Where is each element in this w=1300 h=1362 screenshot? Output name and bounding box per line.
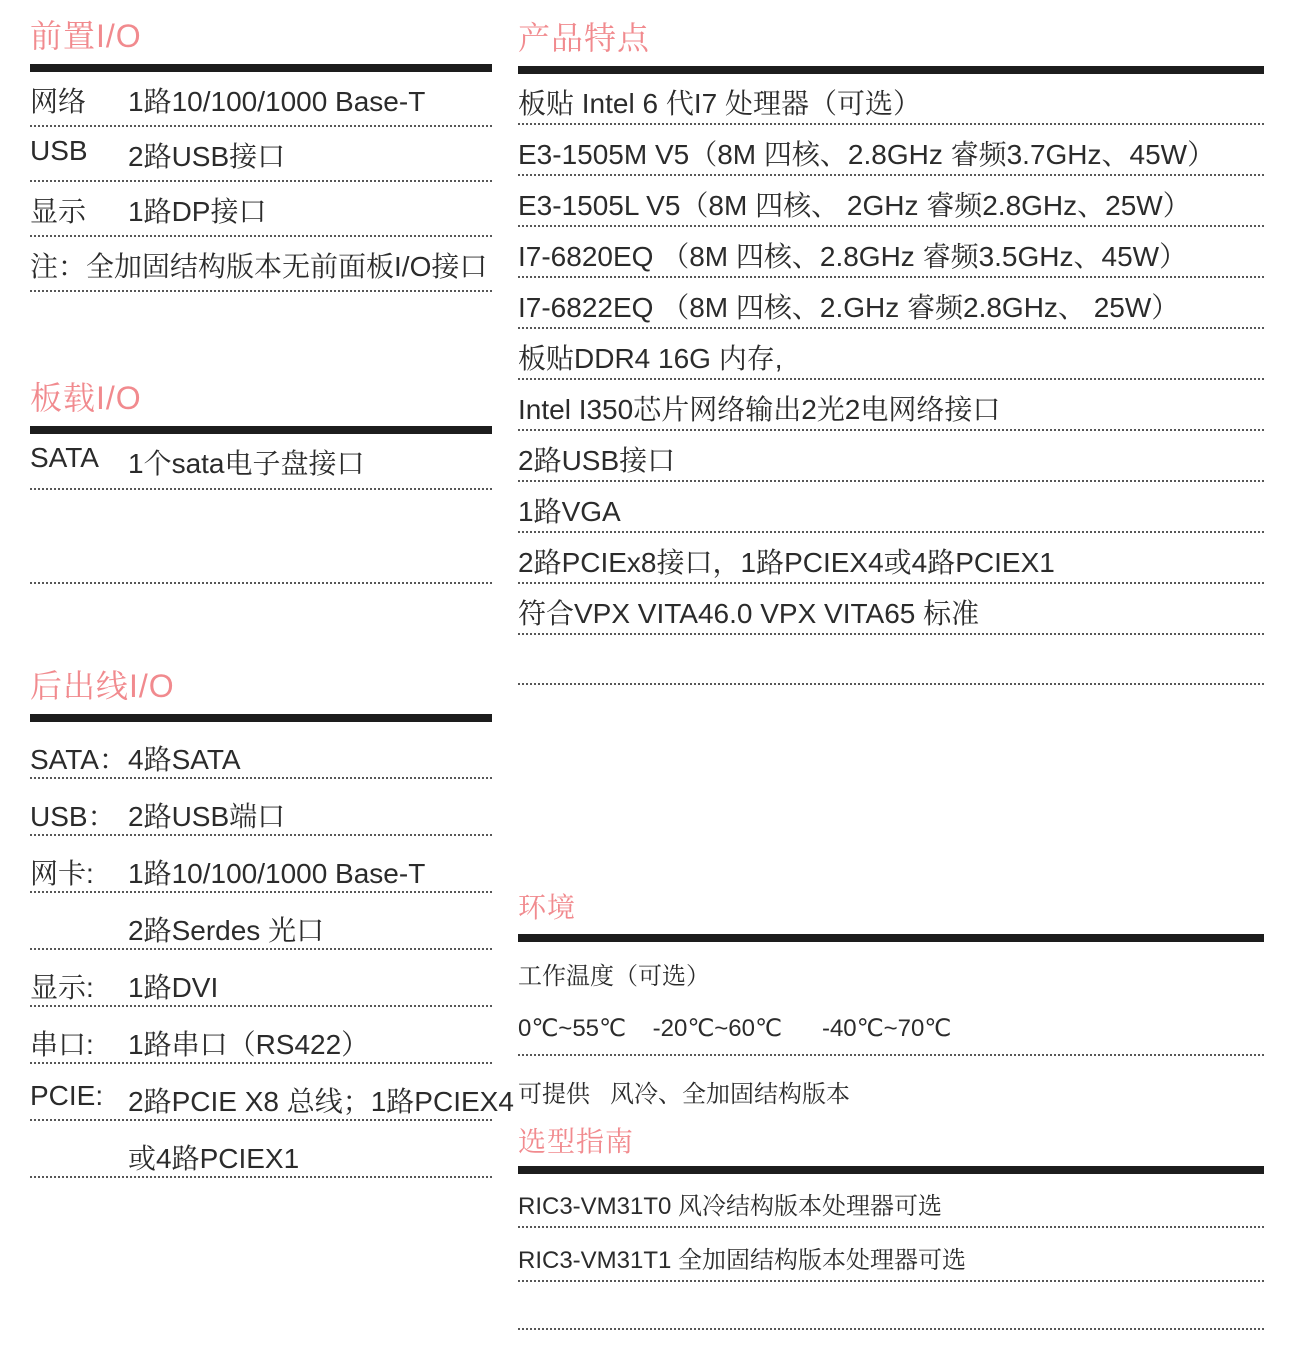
feature-row: 2路PCIEx8接口，1路PCIEX4或4路PCIEX1: [518, 533, 1264, 584]
spec-label: 显示:: [30, 972, 94, 1003]
section-rule: [518, 934, 1264, 942]
spec-label: 串口:: [30, 1029, 94, 1060]
feature-row: 2路USB接口: [518, 431, 1264, 482]
feature-row: 板贴DDR4 16G 内存,: [518, 329, 1264, 380]
feature-row: 1路VGA: [518, 482, 1264, 533]
empty-dotted-row: [518, 1282, 1264, 1330]
spec-value: 1路DVI: [128, 972, 219, 1003]
spec-value: 全加固结构版本无前面板I/O接口: [86, 251, 488, 282]
section-selection-guide: [518, 1124, 1264, 1330]
feature-row: E3-1505M V5（8M 四核、2.8GHz 睿频3.7GHz、45W）: [518, 125, 1264, 176]
spec-value: 2路USB接口: [128, 141, 286, 172]
spec-row: [30, 182, 492, 237]
spec-label: 显示: [30, 196, 87, 227]
feature-row: 板贴 Intel 6 代I7 处理器（可选）: [518, 74, 1264, 125]
spec-label: 注：: [30, 251, 87, 282]
spec-label: 网卡:: [30, 858, 94, 889]
spec-row: [30, 127, 492, 182]
spec-label: USB: [30, 135, 88, 166]
spec-label: PCIE:: [30, 1080, 104, 1111]
section-environment: [518, 890, 1264, 1106]
spec-row: [30, 722, 492, 779]
model-row: [518, 1228, 1264, 1282]
section-features: [518, 18, 1264, 685]
section-rule: [30, 714, 492, 722]
spec-row: [30, 836, 492, 893]
spec-value: 2路PCIE X8 总线；1路PCIEX4: [128, 1086, 514, 1117]
section-front-io: [30, 16, 492, 292]
section-title-features: 产品特点: [518, 20, 651, 56]
model-name: RIC3-VM31T1 全加固结构版本: [518, 1247, 847, 1274]
spec-label: [30, 1137, 128, 1176]
spec-row: [30, 1064, 514, 1121]
spec-row: [30, 779, 492, 836]
model-row: [518, 1174, 1264, 1228]
feature-row: I7-6822EQ （8M 四核、2.GHz 睿频2.8GHz、 25W）: [518, 278, 1264, 329]
section-title-front-io: 前置I/O: [30, 18, 142, 54]
env-row-temp-ranges: 0℃~55℃ -20℃~60℃ -40℃~70℃: [518, 1000, 1264, 1056]
spec-value: 1路10/100/1000 Base-T: [128, 86, 426, 117]
spec-value: 1路10/100/1000 Base-T: [128, 858, 426, 889]
spec-value: 1路串口（RS422）: [128, 1029, 370, 1060]
spec-row-note: [30, 237, 492, 292]
spec-row: [30, 72, 492, 127]
section-rule: [518, 1166, 1264, 1174]
feature-row: 符合VPX VITA46.0 VPX VITA65 标准: [518, 584, 1264, 635]
section-rule: [30, 64, 492, 72]
section-onboard-io: [30, 378, 492, 584]
empty-dotted-row: [30, 490, 492, 584]
spec-value: 或4路PCIEX1: [128, 1143, 300, 1174]
spec-row-continuation: [30, 1121, 492, 1178]
spec-row-continuation: [30, 893, 492, 950]
section-title-environment: 环境: [518, 892, 577, 923]
spec-row: [30, 950, 492, 1007]
spec-label: SATA：: [30, 744, 127, 775]
feature-row: I7-6820EQ （8M 四核、2.8GHz 睿频3.5GHz、45W）: [518, 227, 1264, 278]
spec-row: [30, 434, 492, 490]
section-rule: [518, 66, 1264, 74]
model-note: 处理器可选: [822, 1193, 943, 1220]
spec-value: 1路DP接口: [128, 196, 267, 227]
spec-value: 2路USB端口: [128, 801, 286, 832]
section-title-rear-io: 后出线I/O: [30, 668, 175, 704]
spec-value: 1个sata电子盘接口: [128, 448, 365, 479]
spec-row: [30, 1007, 492, 1064]
env-row-versions: 可提供 风冷、全加固结构版本: [518, 1081, 851, 1108]
spec-value: 4路SATA: [128, 744, 241, 775]
section-title-selection-guide: 选型指南: [518, 1126, 635, 1157]
model-name: RIC3-VM31T0 风冷结构版本: [518, 1193, 823, 1220]
feature-row: Intel I350芯片网络输出2光2电网络接口: [518, 380, 1264, 431]
model-note: 处理器可选: [846, 1247, 967, 1274]
spec-value: 2路Serdes 光口: [128, 915, 325, 946]
section-rear-io: [30, 666, 514, 1178]
section-rule: [30, 426, 492, 434]
spec-label: [30, 909, 128, 948]
section-title-onboard-io: 板载I/O: [30, 380, 142, 416]
feature-row: E3-1505L V5（8M 四核、 2GHz 睿频2.8GHz、25W）: [518, 176, 1264, 227]
spec-label: USB：: [30, 801, 116, 832]
spec-label: SATA: [30, 442, 99, 473]
spec-label: 网络: [30, 86, 87, 117]
empty-dotted-row: [518, 635, 1264, 685]
env-row-temp-label: 工作温度（可选）: [518, 963, 710, 990]
